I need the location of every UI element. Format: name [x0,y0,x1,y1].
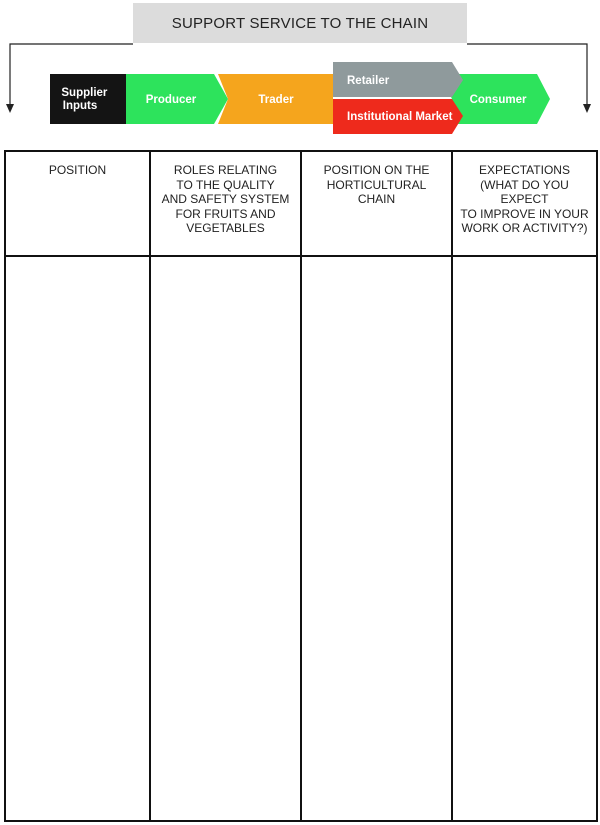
down-arrow-right-icon [583,104,591,113]
table-row [5,256,597,821]
chain-stage-retailer-label: Retailer [347,75,390,87]
roles-cell[interactable] [150,256,301,821]
chain-stage-trader [218,74,333,124]
chain-stage-producer-label: Producer [145,94,197,106]
column-header-position: POSITION [5,151,150,256]
position-cell[interactable] [5,256,150,821]
chain-stage-supplier-inputs [50,74,126,124]
expectations-worksheet-table [4,150,598,822]
chain-position-cell[interactable] [301,256,452,821]
chain-stage-producer [126,74,228,124]
value-chain-diagram [0,0,600,150]
chain-stage-consumer-label: Consumer [469,94,527,106]
column-header-chain-position: POSITION ON THE HORTICULTURAL CHAIN [301,151,452,256]
chain-stage-retailer [333,62,463,97]
chain-stage-institutional-market-label: Institutional Market [347,111,453,123]
expectations-cell[interactable] [452,256,597,821]
chain-stage-supplier-inputs-label: Supplier Inputs [61,87,108,112]
chain-stage-institutional-market [333,99,463,134]
support-service-label: SUPPORT SERVICE TO THE CHAIN [171,14,429,32]
table-header-row [5,151,597,256]
column-header-roles: ROLES RELATING TO THE QUALITY AND SAFETY SYSTEM FOR FRUITS AND VEGETABLES [150,151,301,256]
chain-stage-trader-label: Trader [258,94,294,106]
down-arrow-left-icon [6,104,14,113]
column-header-expectations: EXPECTATIONS (WHAT DO YOU EXPECT TO IMPROVE IN YOUR WORK OR ACTIVITY?) [452,151,597,256]
